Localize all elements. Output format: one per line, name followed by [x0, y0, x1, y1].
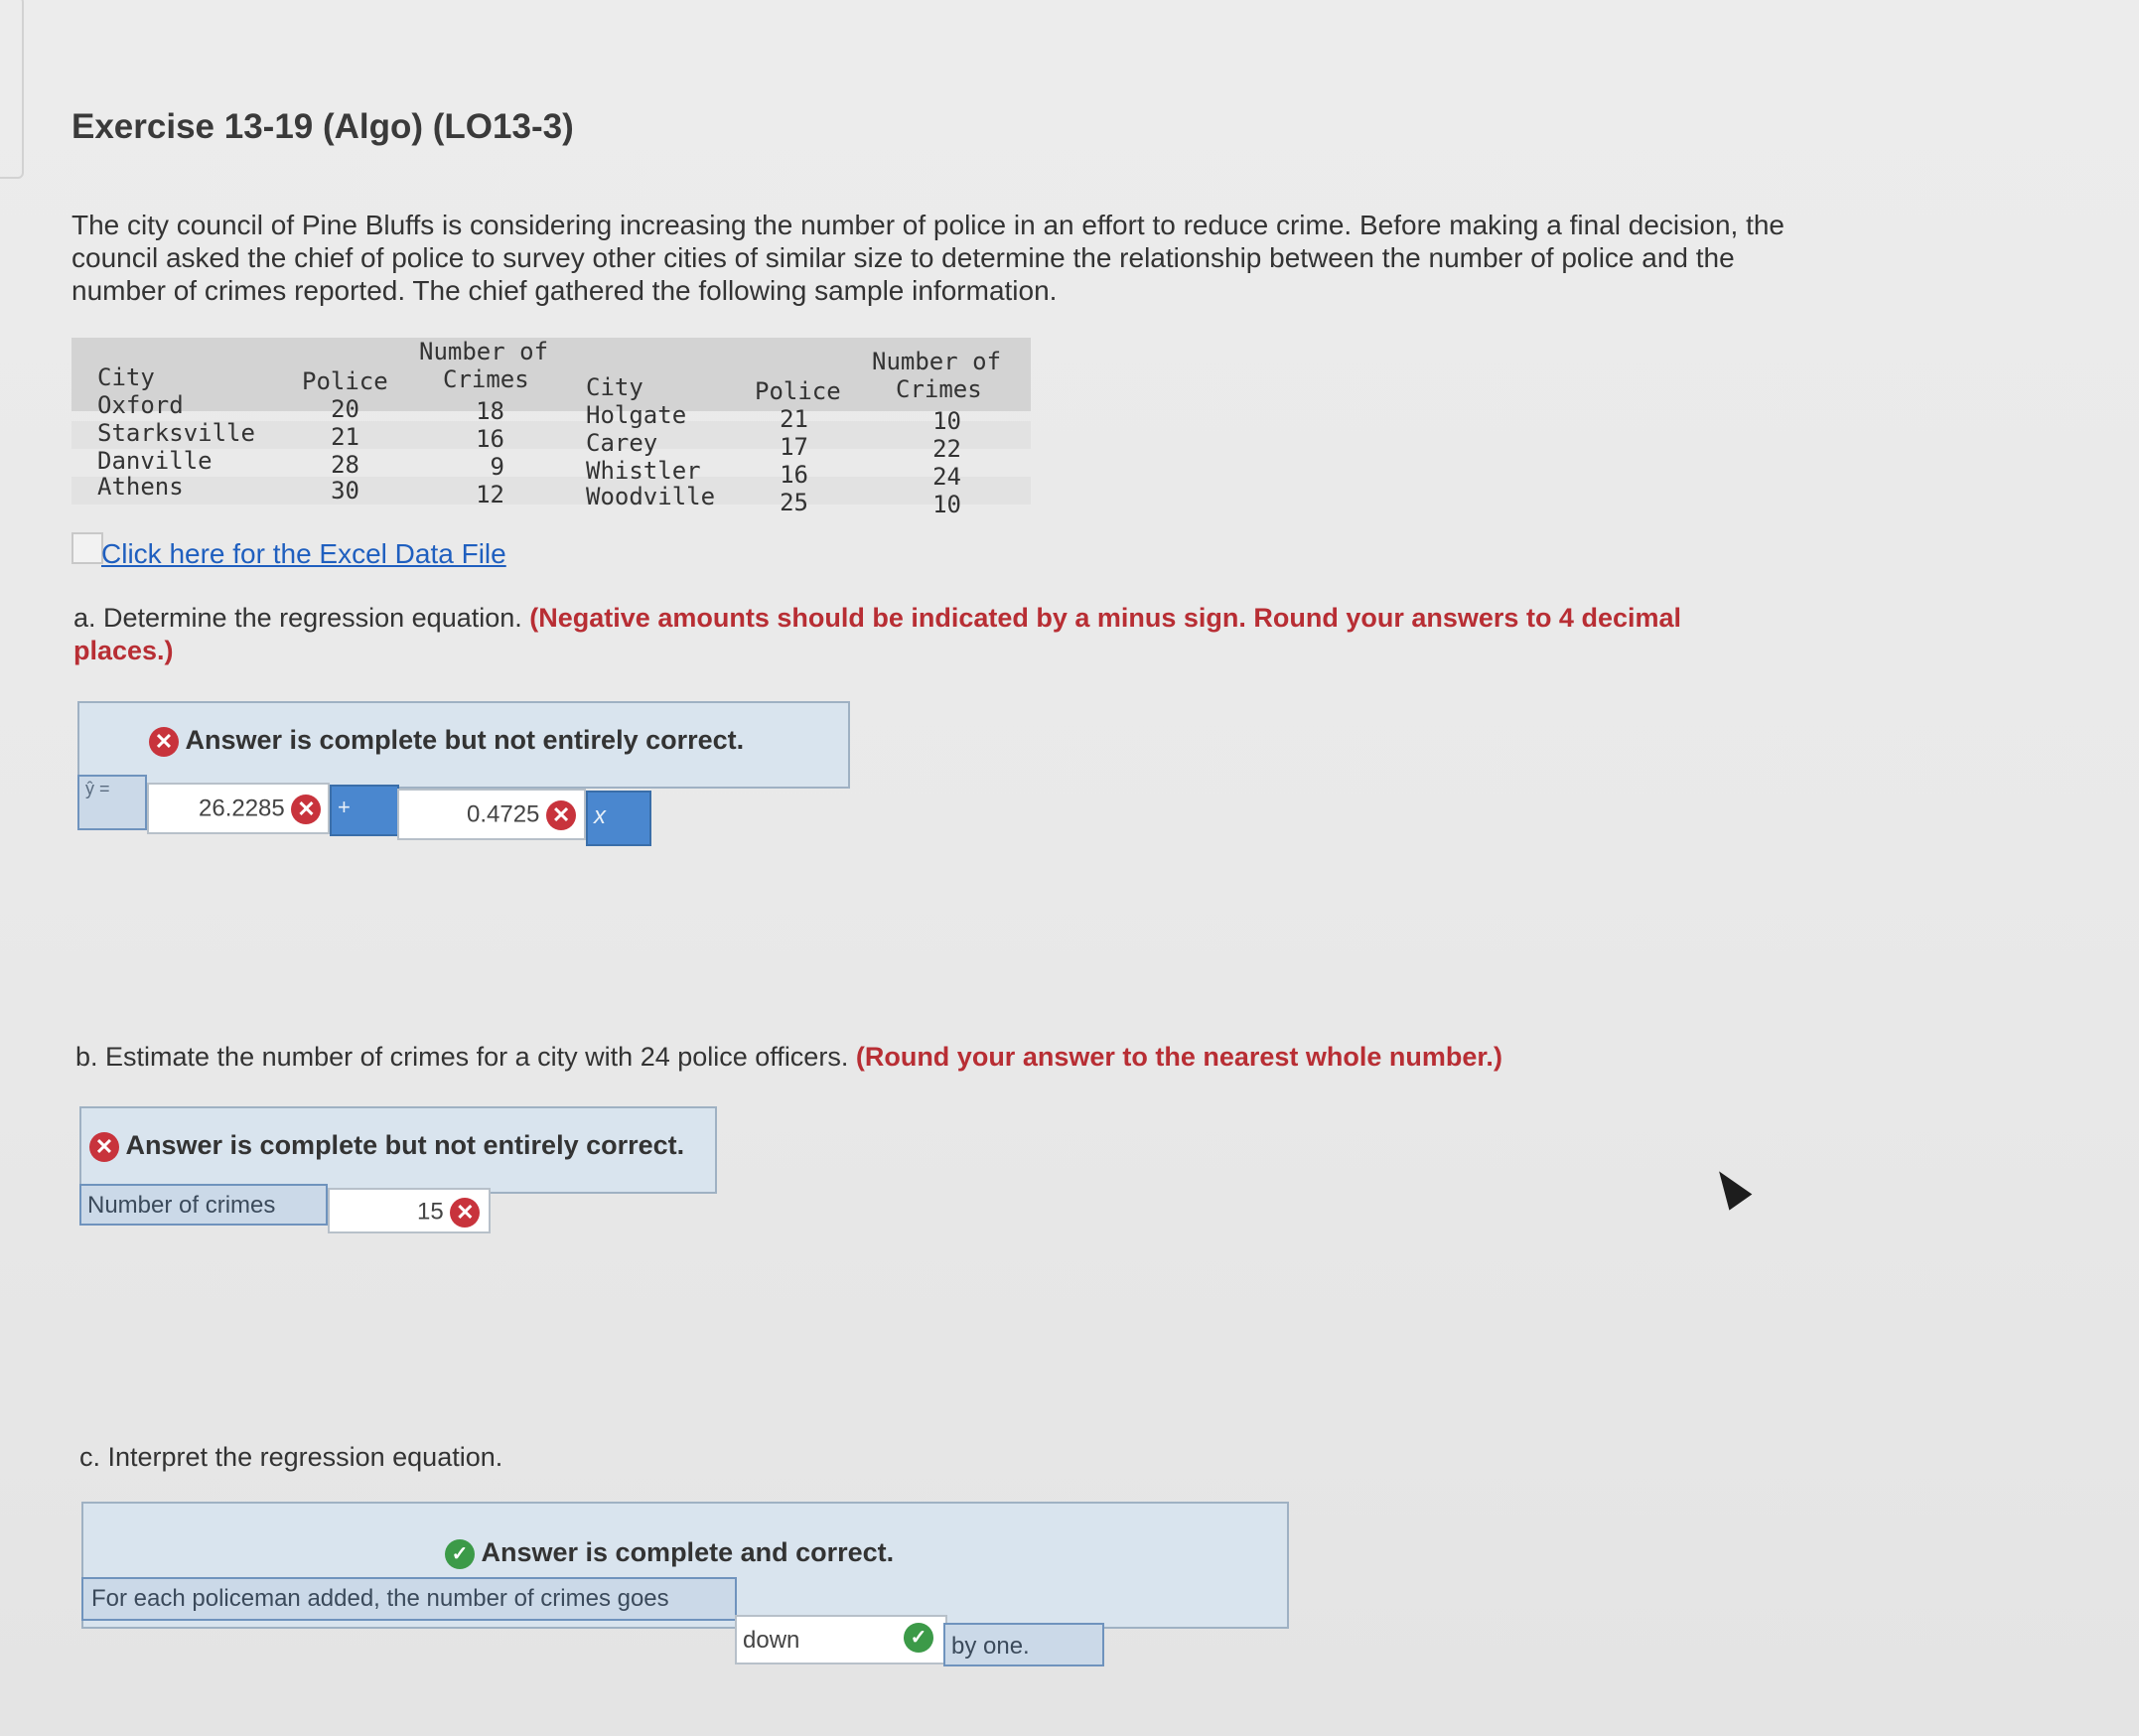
number-of-crimes-label: Number of crimes	[79, 1184, 328, 1226]
table-cell-city: Woodville	[586, 483, 716, 510]
mouse-cursor-icon	[1708, 1163, 1753, 1210]
table-cell-crimes: 10	[932, 407, 961, 435]
table-cell-crimes: 18	[476, 397, 504, 425]
table-cell-city: Danville	[97, 447, 213, 475]
intercept-value: 26.2285	[199, 795, 285, 822]
header-city-left: City	[97, 363, 155, 391]
header-crimes-right-1: Number of	[872, 348, 1002, 375]
excel-data-link[interactable]: Click here for the Excel Data File	[101, 538, 506, 569]
table-cell-police: 17	[780, 433, 808, 461]
part-a-instruction: (Negative amounts should be indicated by a minus sign. Round your answers to 4 decimal places.)	[73, 603, 1682, 665]
table-cell-city: Oxford	[97, 391, 184, 419]
slope-input[interactable]	[397, 789, 586, 840]
window-frame-edge	[0, 0, 24, 179]
x-circle-icon: ✕	[149, 727, 179, 757]
header-crimes-right-2: Crimes	[896, 375, 982, 403]
police-crimes-table	[71, 338, 1031, 516]
table-cell-crimes: 10	[932, 491, 961, 518]
part-b-instruction: (Round your answer to the nearest whole number.)	[855, 1042, 1502, 1072]
x-circle-icon: ✕	[291, 795, 321, 824]
x-circle-icon: ✕	[89, 1132, 119, 1162]
check-circle-icon: ✓	[904, 1623, 933, 1653]
table-cell-police: 21	[331, 423, 359, 451]
table-cell-city: Whistler	[586, 457, 701, 485]
intro-paragraph: The city council of Pine Bluffs is considering increasing the number of police in an effort to reduce crime. Before making a final decision, the council asked the chief of police to survey other cities of similar size to determine the relationship between the number of police and the number of crimes reported. The chief gathered the following sample information.	[71, 210, 1784, 306]
slope-value: 0.4725	[467, 800, 540, 828]
part-a-question-text: a. Determine the regression equation.	[73, 603, 522, 633]
header-police-left: Police	[302, 367, 388, 395]
table-cell-city: Starksville	[97, 419, 255, 447]
part-b-status-banner	[79, 1106, 717, 1194]
table-cell-crimes: 22	[932, 435, 961, 463]
intercept-input[interactable]	[147, 783, 330, 834]
table-cell-crimes: 24	[932, 463, 961, 491]
header-crimes-left-2: Crimes	[443, 365, 529, 393]
crimes-estimate-value: 15	[417, 1198, 444, 1226]
exercise-title: Exercise 13-19 (Algo) (LO13-3)	[71, 107, 574, 146]
table-cell-crimes: 12	[476, 481, 504, 508]
crimes-estimate-input[interactable]	[328, 1188, 491, 1233]
interpretation-sentence: For each policeman added, the number of crimes goes	[81, 1577, 737, 1621]
part-b-question	[75, 1041, 1783, 1074]
y-hat-label: ŷ =	[77, 775, 147, 830]
table-cell-police: 30	[331, 477, 359, 505]
table-row-band	[71, 477, 1031, 505]
table-cell-crimes: 16	[476, 425, 504, 453]
direction-selected-value: down	[743, 1627, 800, 1654]
part-b-status-text: Answer is complete but not entirely correct.	[125, 1130, 685, 1160]
table-cell-city: Athens	[97, 473, 184, 501]
part-a-status-banner	[77, 701, 850, 789]
part-c-question: c. Interpret the regression equation.	[79, 1442, 503, 1472]
table-cell-police: 20	[331, 395, 359, 423]
plus-cell: +	[330, 785, 399, 836]
x-variable-cell: x	[586, 791, 651, 846]
x-circle-icon: ✕	[450, 1198, 480, 1228]
header-police-right: Police	[755, 377, 841, 405]
part-a-question	[73, 602, 1782, 667]
table-cell-police: 25	[780, 489, 808, 516]
part-b-question-text: b. Estimate the number of crimes for a city with 24 police officers.	[75, 1042, 849, 1072]
table-cell-police: 21	[780, 405, 808, 433]
header-crimes-left-1: Number of	[419, 338, 549, 365]
table-cell-crimes: 9	[490, 453, 504, 481]
part-c-status-text: Answer is complete and correct.	[481, 1537, 895, 1567]
table-cell-city: Carey	[586, 429, 658, 457]
table-cell-police: 28	[331, 451, 359, 479]
check-circle-icon: ✓	[445, 1539, 475, 1569]
part-a-status-text: Answer is complete but not entirely correct.	[185, 725, 745, 755]
table-cell-city: Holgate	[586, 401, 687, 429]
x-circle-icon: ✕	[546, 800, 576, 830]
header-city-right: City	[586, 373, 643, 401]
table-cell-police: 16	[780, 461, 808, 489]
interpretation-end: by one.	[943, 1623, 1104, 1666]
excel-file-icon[interactable]	[71, 532, 103, 564]
